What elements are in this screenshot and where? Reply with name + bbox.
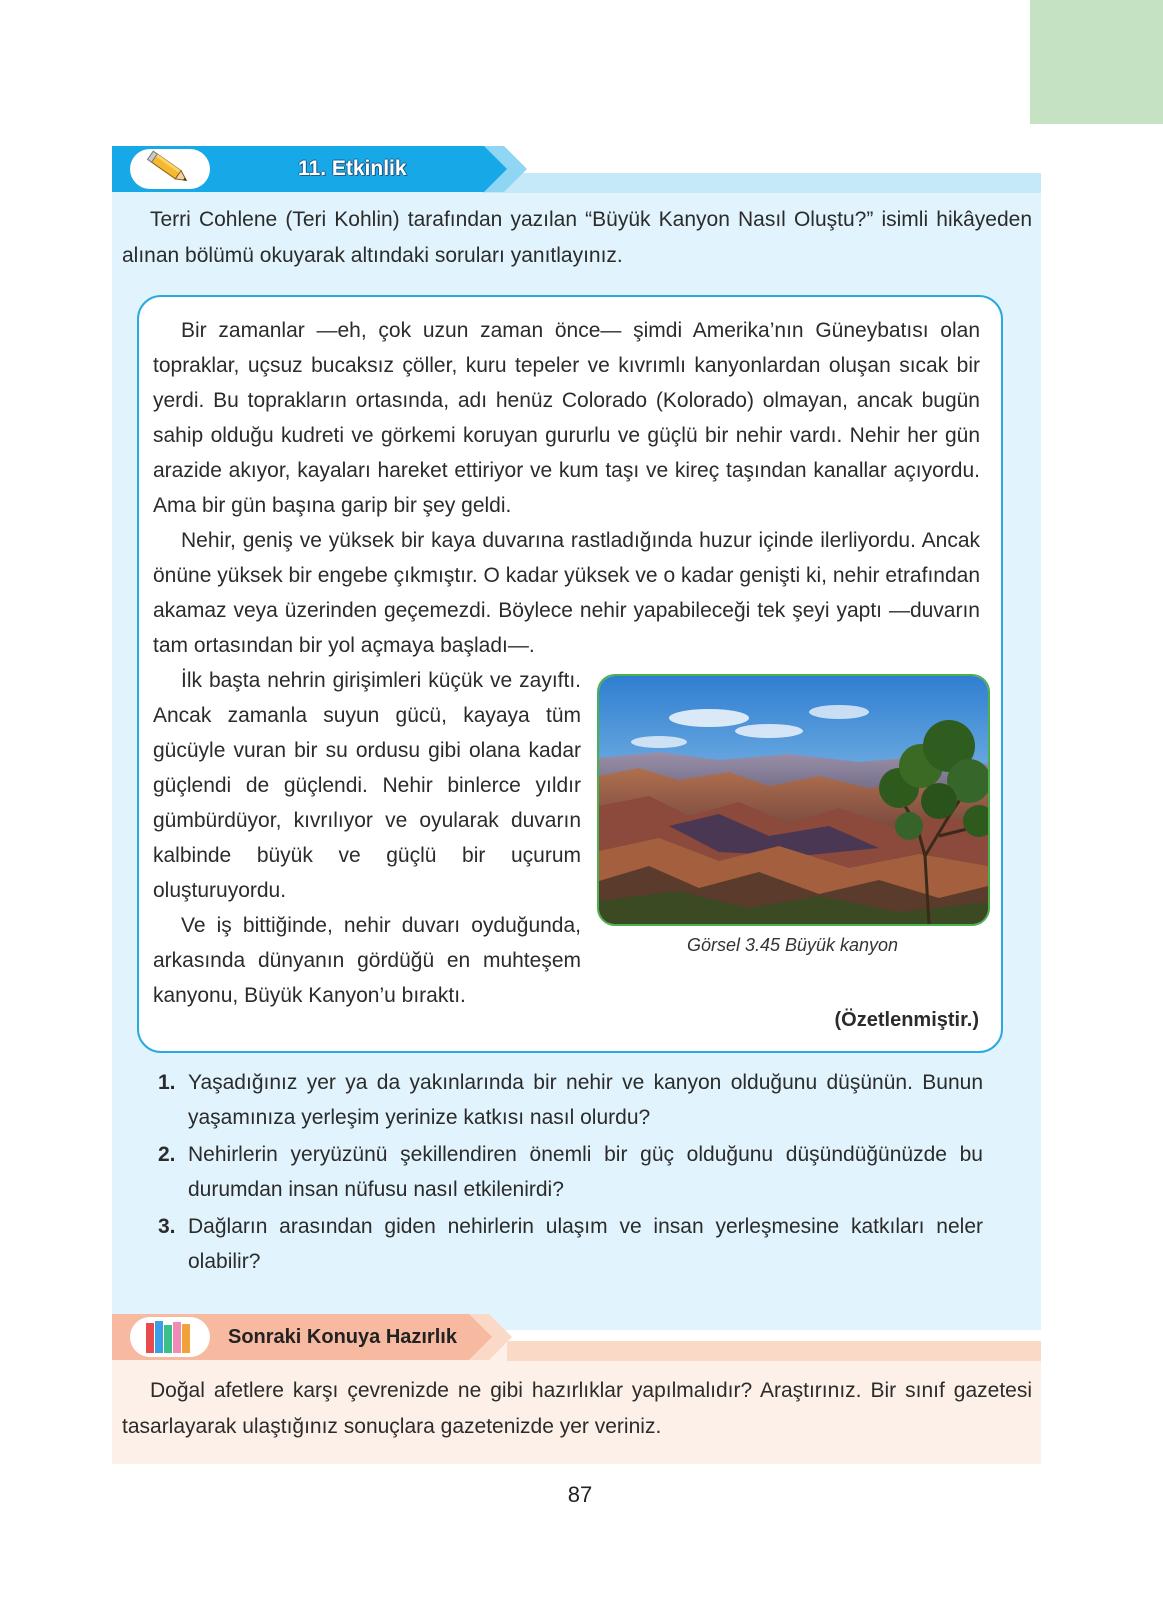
story-paragraph-4: Ve iş bittiğinde, nehir duvarı oyduğunda, arkasında dünyanın gördüğü en muhteşem kanyonu, Büyük Kanyon’u bıraktı. <box>153 914 581 1007</box>
activity-intro: Terri Cohlene (Teri Kohlin) tarafından yazılan “Büyük Kanyon Nasıl Oluştu?” isimli hikâyeden alınan bölümü okuyarak altındaki soruları yanıtlayınız. <box>122 208 1032 267</box>
question-number: 2. <box>158 1143 176 1166</box>
summary-note: (Özetlenmiştir.) <box>834 1009 979 1031</box>
activity-header-strip <box>482 173 1041 193</box>
next-topic-header-strip <box>507 1341 1041 1361</box>
next-topic-section <box>112 1314 1041 1464</box>
books-icon <box>130 1317 210 1357</box>
question-text: Nehirlerin yeryüzünü şekillendiren önemli bir güç olduğunu düşündüğünüzde bu durumdan insan nüfusu nasıl etkilenirdi? <box>188 1143 983 1201</box>
question-item <box>158 1065 983 1135</box>
story-paragraph-1: Bir zamanlar —eh, çok uzun zaman önce— şimdi Amerika’nın Güneybatısı olan topraklar, uçsuz bucaksız çöller, kuru tepeler ve kıvrımlı kanyonlardan oluşan sıcak bir yerdi. Bu toprakların ortasında, adı henüz Colorado (Kolorado) olmayan, ancak bugün sahip olduğu kudreti ve görkemi koruyan gururlu ve güçlü bir nehir vardı. Nehir her gün arazide akıyor, kayaları hareket ettiriyor ve kum taşı ve kireç taşından kanallar açıyordu. Ama bir gün başına garip bir şey geldi. <box>153 319 980 517</box>
activity-title: 11. Etkinlik <box>298 157 407 180</box>
pencil-icon <box>130 149 210 189</box>
question-item <box>158 1209 983 1279</box>
question-text: Yaşadığınız yer ya da yakınlarında bir nehir ve kanyon olduğunu düşünün. Bunun yaşamınıza yerleşim yerinize katkısı nasıl olurdu? <box>188 1071 983 1129</box>
story-box <box>137 295 1003 1053</box>
image-caption: Görsel 3.45 Büyük kanyon <box>686 935 899 955</box>
question-number: 1. <box>158 1071 176 1094</box>
next-topic-title: Sonraki Konuya Hazırlık <box>228 1326 457 1348</box>
story-paragraph-2: Nehir, geniş ve yüksek bir kaya duvarına rastladığında huzur içinde ilerliyordu. Ancak önüne yüksek bir engebe çıkmıştır. O kadar yüksek ve o kadar genişti ki, nehir etrafından akamaz veya üzerinden geçemezdi. Böylece nehir yapabileceği tek şeyi yaptı —duvarın tam ortasından bir yol açmaya başladı—. <box>153 529 980 657</box>
question-number: 3. <box>158 1215 176 1238</box>
activity-section <box>112 146 1041 1330</box>
question-text: Dağların arasından giden nehirlerin ulaşım ve insan yerleşmesine katkıları neler olabilir? <box>188 1215 983 1273</box>
question-item <box>158 1137 983 1207</box>
question-list <box>158 1065 983 1281</box>
chapter-corner-tab <box>1030 0 1163 124</box>
next-topic-text: Doğal afetlere karşı çevrenizde ne gibi hazırlıklar yapılmalıdır? Araştırınız. Bir sınıf gazetesi tasarlayarak ulaştığınız sonuçlara gazetenizde yer veriniz. <box>122 1379 1032 1438</box>
page-number: 87 <box>567 1482 593 1507</box>
story-paragraph-3: İlk başta nehrin girişimleri küçük ve zayıftı. Ancak zamanla suyun gücü, kayaya tüm gücüyle vuran bir su ordusu gibi olana kadar güçlendi de güçlendi. Nehir binlerce yıldır gümbürdüyor, kıvrılıyor ve oyularak duvarın kalbinde büyük ve güçlü bir uçurum oluşturuyordu. <box>153 669 581 902</box>
grand-canyon-photo <box>597 674 990 926</box>
